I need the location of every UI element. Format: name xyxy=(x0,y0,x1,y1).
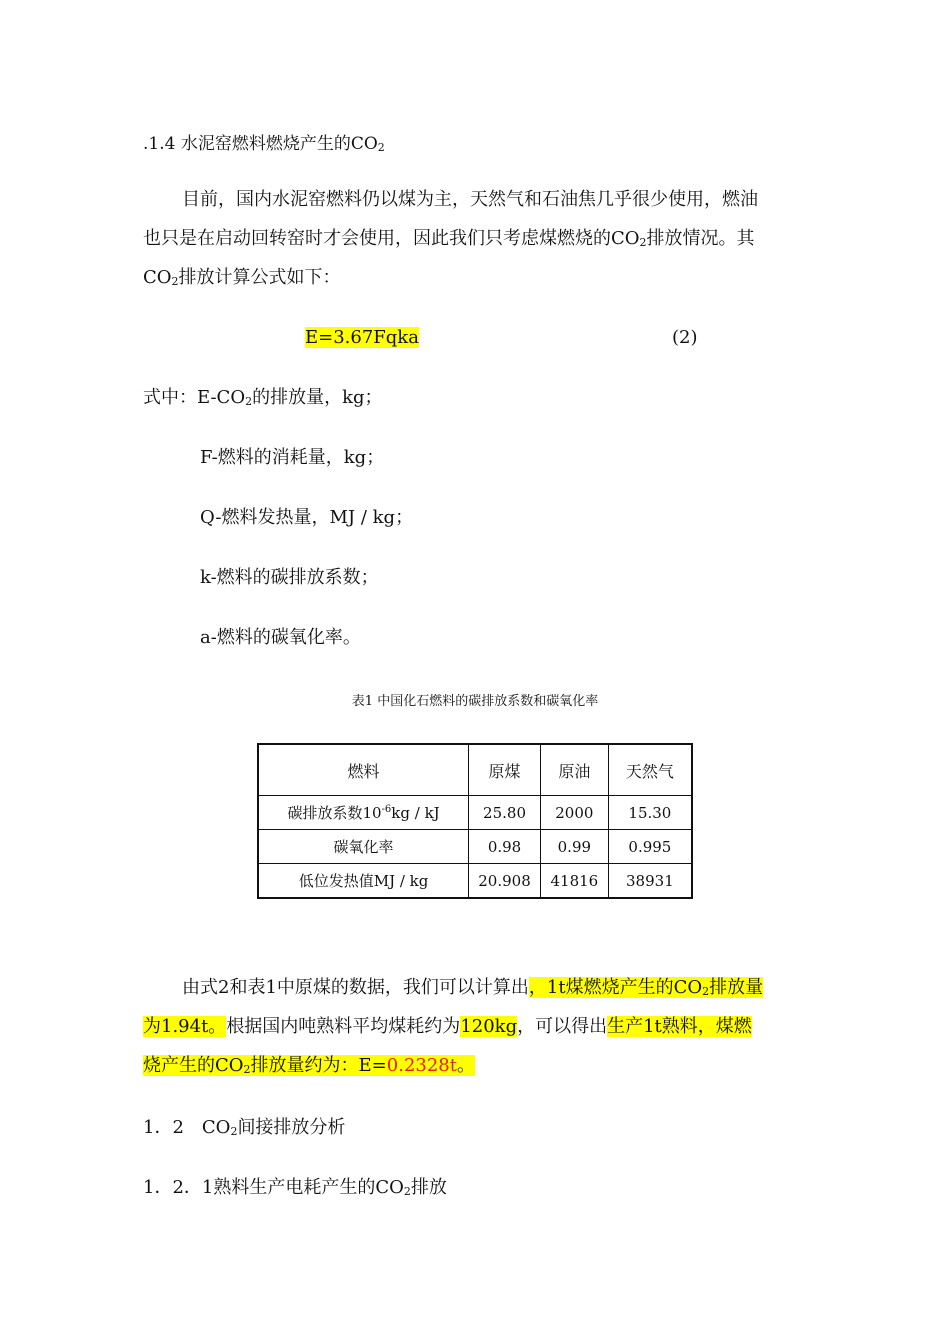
text: 碳排放系数10 xyxy=(287,804,382,822)
table-caption: 表1 中国化石燃料的碳排放系数和碳氧化率 xyxy=(351,694,599,709)
table-cell: 20.908 xyxy=(469,864,541,899)
text: 排放量 xyxy=(709,977,764,998)
definition-a: a-燃料的碳氧化率。 xyxy=(200,627,361,648)
text: 排放情况。其 xyxy=(646,228,755,249)
text: 也只是在启动回转窑时才会使用，因此我们只考虑煤燃烧的CO xyxy=(143,228,640,249)
highlight: 120kg xyxy=(460,1016,518,1037)
definition-e xyxy=(143,378,383,421)
text: 式中：E-CO xyxy=(143,387,246,408)
header-cell: 燃料 xyxy=(258,744,469,796)
text: 。 xyxy=(456,1055,475,1076)
intro-line-3 xyxy=(143,258,341,301)
table-row xyxy=(258,796,692,830)
subscript: 2 xyxy=(171,275,179,288)
row-label: 碳氧化率 xyxy=(258,830,469,864)
superscript: -6 xyxy=(381,804,392,815)
red-value: 0.2328t xyxy=(386,1055,457,1076)
text: 由式2和表1中原煤的数据，我们可以计算出 xyxy=(182,977,529,998)
subscript: 2 xyxy=(639,236,647,249)
highlight: 为1.94t。 xyxy=(143,1016,227,1037)
table-header-row xyxy=(258,744,692,796)
text: ，1t煤燃烧产生的CO xyxy=(528,977,703,998)
table-cell: 0.99 xyxy=(540,830,608,864)
highlight: 生产1t熟料，煤燃 xyxy=(607,1016,752,1037)
table-cell: 15.30 xyxy=(608,796,692,830)
text: 间接排放分析 xyxy=(237,1117,346,1138)
text: 排放 xyxy=(410,1177,447,1198)
table-row xyxy=(258,864,692,899)
section-heading xyxy=(143,129,385,154)
table-cell: 2000 xyxy=(540,796,608,830)
text: CO xyxy=(143,267,172,288)
subscript: 2 xyxy=(243,1063,251,1076)
text: 排放量约为：E= xyxy=(250,1055,387,1076)
table-cell: 25.80 xyxy=(469,796,541,830)
highlight xyxy=(143,1055,475,1076)
subscript: 2 xyxy=(377,141,385,154)
intro-line-1: 目前，国内水泥窑燃料仍以煤为主，天然气和石油焦几乎很少使用，燃油 xyxy=(182,189,758,210)
section-heading-text: .1.4 水泥窑燃料燃烧产生的CO xyxy=(143,134,378,154)
intro-line-2 xyxy=(143,219,755,262)
table-cell: 0.98 xyxy=(469,830,541,864)
row-label: 低位发热值MJ / kg xyxy=(258,864,469,899)
subsection-1-2-1 xyxy=(143,1168,447,1211)
table-cell: 38931 xyxy=(608,864,692,899)
table-cell: 0.995 xyxy=(608,830,692,864)
header-cell: 原煤 xyxy=(469,744,541,796)
definition-f: F-燃料的消耗量，kg； xyxy=(200,447,385,468)
table-cell: 41816 xyxy=(540,864,608,899)
text: 根据国内吨熟料平均煤耗约为 xyxy=(226,1016,461,1037)
fuel-table xyxy=(257,743,693,899)
formula-text: E=3.67Fqka xyxy=(305,327,419,348)
text: 1．2．1熟料生产电耗产生的CO xyxy=(143,1177,404,1198)
formula xyxy=(305,318,419,357)
subscript: 2 xyxy=(403,1185,411,1198)
text: 1．2 CO xyxy=(143,1117,231,1138)
table-row xyxy=(258,830,692,864)
formula-number: (2) xyxy=(672,327,698,348)
result-line-1 xyxy=(182,968,763,1011)
header-cell: 原油 xyxy=(540,744,608,796)
text: 的排放量，kg； xyxy=(252,387,383,408)
subscript: 2 xyxy=(245,395,253,408)
result-line-2 xyxy=(143,1007,752,1046)
header-cell: 天然气 xyxy=(608,744,692,796)
subsection-1-2 xyxy=(143,1108,345,1151)
text: ，可以得出 xyxy=(517,1016,608,1037)
text: 排放计算公式如下： xyxy=(178,267,341,288)
subscript: 2 xyxy=(230,1125,238,1138)
row-label xyxy=(258,796,469,830)
subscript: 2 xyxy=(702,985,710,998)
result-line-3 xyxy=(143,1046,475,1089)
text: 烧产生的CO xyxy=(143,1055,244,1076)
text: kg / kJ xyxy=(391,804,440,822)
definition-k: k-燃料的碳排放系数； xyxy=(200,567,379,588)
highlight xyxy=(529,977,763,998)
definition-q: Q-燃料发热量，MJ / kg； xyxy=(200,507,414,528)
